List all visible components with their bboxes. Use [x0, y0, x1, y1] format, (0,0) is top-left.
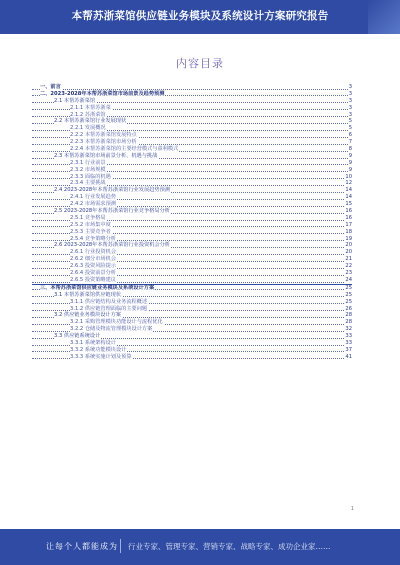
toc-entry-page: 3 — [348, 111, 352, 118]
toc-entry-page: 16 — [345, 214, 352, 221]
toc-entry-page: 14 — [345, 194, 352, 201]
toc-entry-page: 28 — [345, 319, 352, 326]
toc-entry-page: 23 — [345, 270, 352, 277]
toc-entry-label: 2.6.4 投资前景分析 — [70, 270, 116, 277]
toc-entry-page: 3 — [348, 90, 352, 97]
toc-entry[interactable] — [32, 167, 352, 174]
toc-entry-page: 10 — [345, 173, 352, 180]
toc-entry-page: 5 — [348, 125, 352, 132]
report-title: 本帮苏浙菜馆供应链业务模块及系统设计方案研究报告 — [71, 10, 329, 22]
toc-entry-page: 5 — [348, 118, 352, 125]
toc-entry-page: 3 — [348, 104, 352, 111]
toc-entry-page: 22 — [345, 263, 352, 270]
toc-entry-label: 3.3.3 系统实施计划及预算 — [70, 353, 132, 360]
toc-entry-page: 25 — [345, 291, 352, 298]
toc-entry-page: 41 — [345, 353, 352, 360]
toc-entry-label: 2.2 本帮苏浙菜馆行业发展现状 — [54, 118, 127, 125]
toc-entry-page: 3 — [348, 97, 352, 104]
toc-entry-label: 3.2.1 采购管理模块功能设计与流程优化 — [70, 319, 163, 326]
toc-entry-label: 2.5.1 竞争格局 — [70, 214, 106, 221]
toc-entry-page: 20 — [345, 242, 352, 249]
footer-banner — [0, 529, 400, 565]
footer-tagline: 行业专家、管理专家、营销专家、战略专家、成功企业家…… — [128, 542, 331, 551]
toc-entry[interactable] — [32, 277, 352, 284]
toc-entry-label: 2.1 本帮苏浙菜馆 — [54, 97, 96, 104]
toc-entry-label: 2.4.2 市场需求预测 — [70, 201, 116, 208]
toc-entry[interactable] — [32, 270, 352, 277]
report-header — [0, 0, 400, 34]
toc-entry[interactable] — [32, 333, 352, 340]
toc-entry-label: 3.2 供应链业务模块设计方案 — [54, 312, 121, 319]
toc-entry-label: 3.2.2 仓储及物流管理模块设计方案 — [70, 326, 153, 333]
toc-entry-label: 三、本帮苏浙菜馆供应链业务模块及系统设计方案 — [40, 284, 155, 291]
footer-slogan: 让每个人都能成为 — [46, 542, 118, 551]
toc-entry[interactable] — [32, 201, 352, 208]
toc-entry[interactable] — [32, 208, 352, 215]
toc-entry[interactable] — [32, 146, 352, 153]
toc-entry-label: 2.2.1 发展概况 — [70, 125, 106, 132]
toc-entry-label: 2.6 2023-2028年本帮苏浙菜馆行业投资机会分析 — [54, 242, 170, 249]
toc-entry-page: 20 — [345, 249, 352, 256]
toc-entry-page: 19 — [345, 235, 352, 242]
toc-heading: 内容目录 — [176, 57, 224, 70]
toc-entry-label: 2.5 2023-2028年本帮苏浙菜馆行业竞争格局分析 — [54, 208, 170, 215]
toc-entry-label: 2.2.4 本帮苏浙菜馆的主要经营模式与盈利模式 — [70, 146, 179, 153]
toc-entry-label: 2.3.4 主要挑战 — [70, 180, 106, 187]
toc-entry-label: 2.3.1 行业前景 — [70, 159, 106, 166]
toc-entry-page: 17 — [345, 221, 352, 228]
toc-entry[interactable] — [32, 222, 352, 229]
footer-divider — [120, 539, 121, 553]
toc-entry-page: 9 — [348, 159, 352, 166]
toc-entry-label: 2.4 2023-2028年本帮苏浙菜馆行业发展趋势预测 — [54, 187, 170, 194]
toc-entry-label: 2.5.3 主要竞争者 — [70, 228, 111, 235]
toc-entry-page: 8 — [348, 146, 352, 153]
toc-entry-page: 6 — [348, 132, 352, 139]
toc-entry-label: 2.5.4 竞争策略分析 — [70, 235, 116, 242]
toc-entry-page: 3 — [348, 84, 352, 90]
toc-entry-page: 37 — [345, 346, 352, 353]
toc-entry[interactable] — [32, 347, 352, 354]
toc-entry-page: 12 — [345, 180, 352, 187]
toc-entry-label: 2.1.2 苏浙菜馆 — [70, 111, 106, 118]
toc-entry-label: 一、前言 — [40, 84, 61, 90]
toc-entry-page: 9 — [348, 152, 352, 159]
toc-entry-label: 2.6.1 行业投资机会 — [70, 249, 116, 256]
toc-entry[interactable] — [32, 160, 352, 167]
table-of-contents — [32, 84, 352, 361]
toc-entry[interactable] — [32, 98, 352, 105]
toc-entry-label: 2.1.1 本帮苏浙菜 — [70, 104, 111, 111]
toc-entry-page: 18 — [345, 228, 352, 235]
toc-entry-label: 3.3.2 系统功能模块设计 — [70, 346, 127, 353]
toc-entry[interactable] — [32, 105, 352, 112]
toc-entry-label: 3.3 供应链系统设计 — [54, 333, 101, 340]
toc-entry-label: 2.3 本帮苏浙菜馆市场前景分析、机遇与挑战 — [54, 152, 158, 159]
toc-entry[interactable] — [32, 139, 352, 146]
toc-entry[interactable] — [32, 284, 352, 292]
toc-entry-page: 21 — [345, 256, 352, 263]
toc-entry-page: 32 — [345, 326, 352, 333]
toc-entry[interactable] — [32, 153, 352, 160]
toc-entry-page: 28 — [345, 312, 352, 319]
toc-entry-page: 24 — [345, 276, 352, 283]
toc-entry[interactable] — [32, 340, 352, 347]
page-number: 1 — [350, 506, 354, 512]
toc-entry[interactable] — [32, 292, 352, 299]
toc-entry-page: 9 — [348, 166, 352, 173]
toc-entry[interactable] — [32, 299, 352, 306]
toc-entry[interactable] — [32, 263, 352, 270]
toc-entry-label: 二、2023-2028年本帮苏浙菜馆市场前景及趋势预测 — [40, 90, 165, 97]
toc-entry-label: 3.1.2 供应链管理面临的主要问题 — [70, 305, 148, 312]
toc-entry-page: 26 — [345, 305, 352, 312]
toc-entry-label: 2.6.3 投资风险提示 — [70, 263, 116, 270]
toc-entry-page: 7 — [348, 139, 352, 146]
toc-entry-page: 25 — [345, 284, 352, 291]
toc-entry-label: 3.3.1 系统架构设计 — [70, 339, 116, 346]
toc-entry-page: 25 — [345, 298, 352, 305]
toc-entry-page: 33 — [345, 333, 352, 340]
toc-leader-dots — [32, 89, 352, 90]
toc-entry-label: 2.3.2 市场规模 — [70, 166, 106, 173]
toc-entry[interactable] — [32, 215, 352, 222]
toc-entry-label: 2.6.2 细分市场机会 — [70, 256, 116, 263]
toc-entry-label: 3.1.1 供应链结构及业务流程概述 — [70, 298, 148, 305]
toc-entry-page: 16 — [345, 208, 352, 215]
toc-entry[interactable] — [32, 91, 352, 98]
toc-entry-label: 2.2.3 本帮苏浙菜馆市场分析 — [70, 139, 137, 146]
toc-entry[interactable] — [32, 84, 352, 91]
header-decoration — [368, 0, 400, 34]
toc-entry[interactable] — [32, 354, 352, 361]
toc-entry-label: 3.1 本帮苏浙菜馆供应链现状 — [54, 291, 121, 298]
toc-entry-label: 2.5.2 市场集中度 — [70, 221, 111, 228]
toc-entry-label: 2.6.5 投资策略建议 — [70, 276, 116, 283]
toc-entry-label: 2.4.1 行业发展趋势 — [70, 194, 116, 201]
toc-entry-label: 2.3.3 面临的机遇 — [70, 173, 111, 180]
toc-entry-page: 33 — [345, 339, 352, 346]
toc-entry-page: 15 — [345, 201, 352, 208]
toc-entry-page: 14 — [345, 187, 352, 194]
toc-entry[interactable] — [32, 229, 352, 236]
toc-entry-label: 2.2.2 本帮苏浙菜馆发展特点 — [70, 132, 137, 139]
